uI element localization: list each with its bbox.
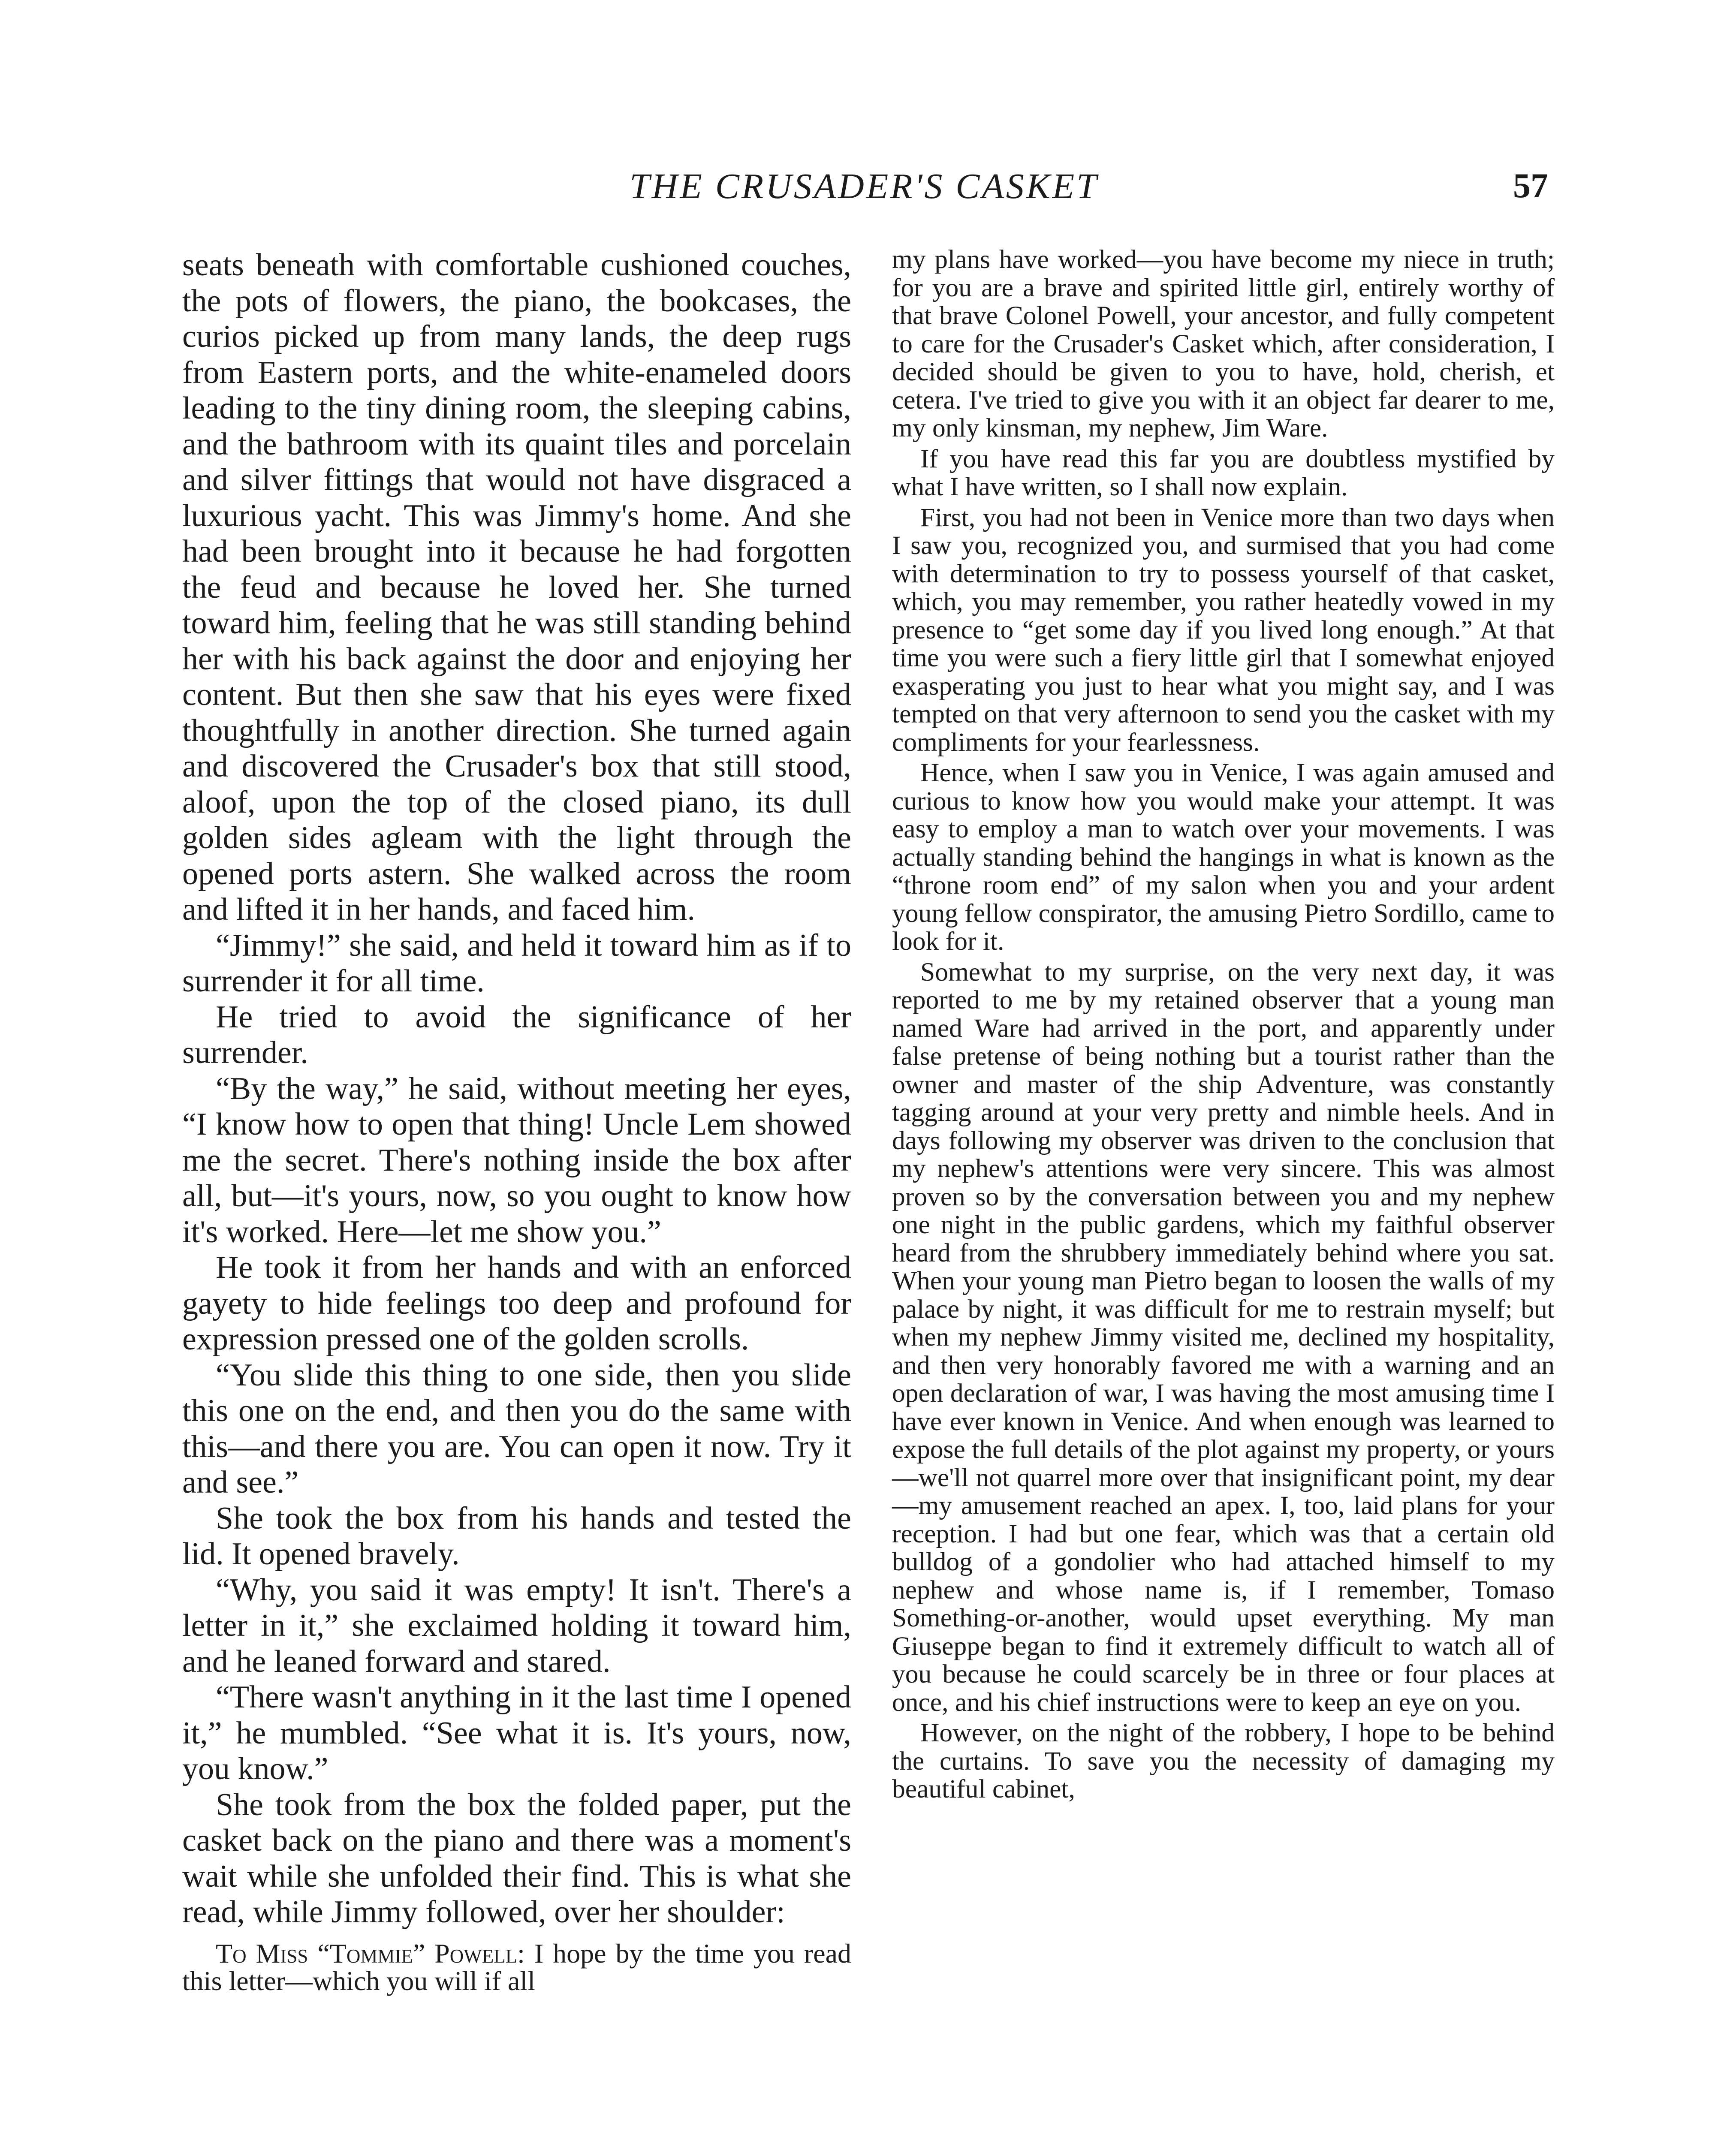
left-paragraph-5: He took it from her hands and with an enforced gayety to hide feelings too deep and profound for expression pressed one of the golden scrolls. (182, 1250, 851, 1357)
left-paragraph-6: “You slide this thing to one side, then you slide this one on the end, and then you do the same with this—and there you are. You can open it now. Try it and see.” (182, 1357, 851, 1500)
left-column (182, 247, 851, 1995)
left-paragraph-3: He tried to avoid the significance of her surrender. (182, 999, 851, 1070)
left-paragraph-1: seats beneath with comfortable cushioned couches, the pots of flowers, the piano, the bookcases, the curios picked up from many lands, the deep rugs from Eastern ports, and the white-enameled doors leading to the tiny dining room, the sleeping cabins, and the bathroom with its quaint tiles and porcelain and silver fittings that would not have disgraced a luxurious yacht. This was Jimmy's home. And she had been brought into it because he had forgotten the feud and because he loved her. She turned toward him, feeling that he was still standing behind her with his back against the door and enjoying her content. But then she saw that his eyes were fixed thoughtfully in another direction. She turned again and discovered the Crusader's box that still stood, aloof, upon the top of the closed piano, its dull golden sides agleam with the light through the opened ports astern. She walked across the room and lifted it in her hands, and faced him. (182, 247, 851, 927)
left-paragraph-2: “Jimmy!” she said, and held it toward him as if to surrender it for all time. (182, 927, 851, 999)
left-paragraph-7: She took the box from his hands and tested the lid. It opened bravely. (182, 1500, 851, 1572)
left-paragraph-8: “Why, you said it was empty! It isn't. There's a letter in it,” she exclaimed holding it toward him, and he leaned forward and stared. (182, 1572, 851, 1679)
right-column (892, 246, 1555, 1804)
left-paragraph-9: “There wasn't anything in it the last time I opened it,” he mumbled. “See what it is. It's yours, now, you know.” (182, 1680, 851, 1786)
right-paragraph-3: First, you had not been in Venice more than two days when I saw you, recognized you, and surmised that you had come with determination to try to possess yourself of that casket, which, you may remember, you rather heatedly vowed in my presence to “get some day if you lived long enough.” At that time you were such a fiery little girl that I somewhat enjoyed exasperating you just to hear what you might say, and I was tempted on that very afternoon to send you the casket with my compliments for your fearlessness. (892, 503, 1555, 757)
right-paragraph-4: Hence, when I saw you in Venice, I was again amused and curious to know how you would make your attempt. It was easy to employ a man to watch over your movements. I was actually standing behind the hangings in what is known as the “throne room end” of my salon when you and your ardent young fellow conspirator, the amusing Pietro Sordillo, came to look for it. (892, 758, 1555, 956)
left-paragraph-10: She took from the box the folded paper, put the casket back on the piano and there was a moment's wait while she unfolded their find. This is what she read, while Jimmy followed, over her shoulder: (182, 1787, 851, 1930)
letter-salutation: To Miss “Tommie” Powell: (216, 1938, 525, 1969)
right-paragraph-1: my plans have worked—you have become my niece in truth; for you are a brave and spirited little girl, entirely worthy of that brave Colonel Powell, your ancestor, and fully competent to care for the Crusader's Casket which, after consideration, I decided should be given to you to have, hold, cherish, et cetera. I've tried to give you with it an object far dearer to me, my only kinsman, my nephew, Jim Ware. (892, 245, 1555, 443)
letter-opening-text: I hope by the time you read this letter—which you will if all (182, 1938, 852, 1996)
letter-opening (182, 1940, 851, 1995)
left-paragraph-4: “By the way,” he said, without meeting her eyes, “I know how to open that thing! Uncle Lem showed me the secret. There's nothing inside the box after all, but—it's yours, now, so you ought to know how it's worked. Here—let me show you.” (182, 1071, 851, 1250)
right-paragraph-5: Somewhat to my surprise, on the very next day, it was reported to me by my retained observer that a young man named Ware had arrived in the port, and apparently under false pretense of being nothing but a tourist rather than the owner and master of the ship Adventure, was constantly tagging around at your very pretty and nimble heels. And in days following my observer was driven to the conclusion that my nephew's attentions were very sincere. This was almost proven so by the conversation between you and my nephew one night in the public gardens, which my faithful observer heard from the shrubbery immediately behind where you sat. When your young man Pietro began to loosen the walls of my palace by night, it was difficult for me to restrain myself; but when my nephew Jimmy visited me, declined my hospitality, and then very honorably favored me with a warning and an open declaration of war, I was having the most amusing time I have ever known in Venice. And when enough was learned to expose the full details of the plot against my property, or yours—we'll not quarrel more over that insignificant point, my dear—my amusement reached an apex. I, too, laid plans for your reception. I had but one fear, which was that a certain old bulldog of a gondolier who had attached himself to my nephew and whose name is, if I remember, Tomaso Something-or-another, would upset everything. My man Giuseppe began to find it extremely difficult to watch all of you because he could scarcely be in three or four places at once, and his chief instructions were to keep an eye on you. (892, 957, 1555, 1717)
right-paragraph-2: If you have read this far you are doubtless mystified by what I have written, so I shall now explain. (892, 444, 1555, 501)
page-number: 57 (1513, 166, 1548, 205)
running-title: THE CRUSADER'S CASKET (630, 166, 1099, 206)
right-paragraph-6: However, on the night of the robbery, I hope to be behind the curtains. To save you the necessity of damaging my beautiful cabinet, (892, 1718, 1555, 1804)
